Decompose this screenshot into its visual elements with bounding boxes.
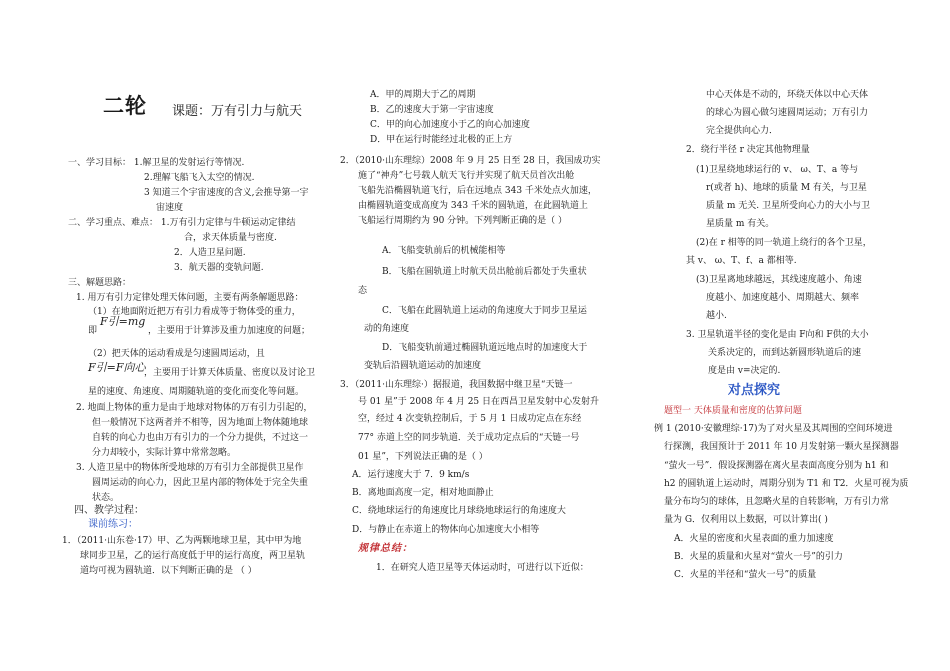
pre-class-exercise-heading: 课前练习： [88,519,138,530]
q2-option-b-cont: 态 [358,286,368,296]
learning-goal-3: 3 知道三个宇宙速度的含义,会推导第一宇 [144,188,309,198]
rule-2: 2．绕行半径 r 决定其他物理量 [686,145,810,155]
solution-idea-1a: （1）在地面附近把万有引力看成等于物体受的重力， [88,307,301,317]
solution-idea-3: 3. 人造卫星中的物体所受地球的万有引力全部提供卫星作 [76,463,304,473]
learning-goal-3-cont: 宙速度 [156,203,184,213]
problem-type-1: 题型一 天体质量和密度的估算问题 [664,406,802,416]
rule-2-3: (3)卫星离地球越远，其线速度越小、角速 [696,275,862,285]
question-1-cont2: 道均可视为圆轨道．以下判断正确的是 （ ） [80,566,257,576]
question-2-cont1: 施了“神舟”七号载人航天飞行并实现了航天员首次出舱 [358,171,575,181]
rule-2-1: (1)卫星绕地球运行的 v、 ω、T、a 等与 [696,165,859,175]
q3-option-b: B．离地面高度一定，相对地面静止 [352,488,494,498]
q3-option-d: D．与静止在赤道上的物体向心加速度大小相等 [352,525,540,535]
q2-option-a: A．飞船变轨前后的机械能相等 [382,246,506,256]
q2-option-b: B．飞船在圆轨道上时航天员出舱前后都处于失重状 [382,267,587,277]
solution-idea-2-cont3: 分力却较小，实际计算中常常忽略。 [92,448,237,458]
rule-1-cont1: 中心天体是不动的，环绕天体以中心天体 [706,90,869,100]
example-1-cont2: “萤火一号”．假设探测器在离火星表面高度分别为 h1 和 [664,461,889,471]
q2-option-c-cont: 动的角速度 [364,324,410,334]
solution-idea-1: 1. 用万有引力定律处理天体问题，主要有两条解题思路： [76,293,304,303]
rule-summary-heading: 规律总结： [358,543,413,554]
example-1-cont3: h2 的圆轨道上运动时，周期分别为 T1 和 T2．火星可视为质 [664,479,909,489]
formula-gravity-equals-centripetal: F引=F向心 [88,361,146,374]
rule-2-1-cont1: r(或者 h)、地球的质量 M 有关，与卫星 [706,183,867,193]
teaching-process-heading: 四、教学过程： [74,505,144,516]
lesson-round-title: 二轮 [103,94,147,118]
solution-idea-1b-cont2: 星的速度、角速度、周期随轨道的变化而变化等问题。 [88,387,305,397]
solution-idea-1a-prefix: 即 [88,326,98,336]
solution-idea-3-cont1: 圆周运动的向心力，因此卫星内部的物体处于完全失重 [92,478,309,488]
q1-option-b: B．乙的速度大于第一宇宙速度 [370,105,494,115]
ex1-option-a: A．火星的密度和火星表面的重力加速度 [674,534,834,544]
q2-option-d: D．飞船变轨前通过椭圆轨道远地点时的加速度大于 [382,343,588,353]
question-3-cont2: 空，经过 4 次变轨控制后，于 5 月 1 日成功定点在东经 [358,414,582,424]
q1-option-d: D．甲在运行时能经过北极的正上方 [370,135,513,145]
lesson-topic-title: 课题：万有引力与航天 [172,104,303,119]
question-3-cont1: 号 01 星”于 2008 年 4 月 25 日在西昌卫星发射中心发射升 [358,397,600,407]
learning-goal-1: 一、学习目标： 1.解卫星的发射运行等情况. [68,158,245,168]
rule-1-cont3: 完全提供向心力． [706,126,779,136]
solution-idea-1b: （2）把天体的运动看成是匀速圆周运动，且 [88,349,265,359]
q2-option-c: C．飞船在此圆轨道上运动的角速度大于同步卫星运 [382,306,587,316]
q3-option-a: A．运行速度大于 7．9 km/s [352,470,470,480]
question-2-cont4: 飞船运行周期约为 90 分钟。下列判断正确的是（ ） [358,216,568,226]
rule-2-1-cont3: 星质量 m 有关。 [706,219,775,229]
key-point-3: 3．航天器的变轨问题. [174,263,264,273]
q1-option-a: A．甲的周期大于乙的周期 [370,90,476,100]
rule-2-2: (2)在 r 相等的同一轨道上绕行的各个卫星， [696,238,872,248]
formula-gravity-equals-weight: F引=mg [100,315,146,328]
solution-idea-2: 2. 地面上物体的重力是由于地球对物体的万有引力引起的， [76,403,313,413]
solution-idea-2-cont2: 自转的向心力也由万有引力的一个分力提供，不过这一 [92,433,309,443]
key-point-1: 二、学习重点、难点： 1.万有引力定律与牛顿运动定律结 [68,218,296,228]
key-point-1-cont: 合，求天体质量与密度. [184,233,277,243]
solution-idea-1a-cont: ，主要用于计算涉及重力加速度的问题； [148,326,311,336]
example-1-cont1: 行探测，我国预计于 2011 年 10 月发射第一颗火星探测器 [664,442,899,452]
ex1-option-c: C．火星的半径和“萤火一号”的质量 [674,570,817,580]
rule-3-cont1: 关系决定的，而到达新圆形轨道后的速 [708,348,862,358]
solution-idea-2-cont1: 但一般情况下这两者并不相等，因为地面上物体随地球 [92,418,309,428]
rule-1-cont2: 的球心为圆心做匀速圆周运动；万有引力 [706,108,869,118]
example-1-cont4: 量分布均匀的球体，且忽略火星的自转影响，万有引力常 [664,497,890,507]
question-2-cont3: 由椭圆轨道变成高度为 343 千米的圆轨道，在此圆轨道上 [358,201,588,211]
rule-2-3-cont1: 度越小、加速度越小、周期越大、频率 [706,293,860,303]
section-heading-practice: 对点探究 [728,383,781,398]
question-2: 2．（2010·山东理综）2008 年 9 月 25 日至 28 日，我国成功实 [340,156,601,166]
solution-ideas-heading: 三、解题思路： [68,278,132,288]
example-1-cont5: 量为 G．仅利用以上数据，可以计算出( ) [664,515,828,525]
q2-option-d-cont: 变轨后沿圆轨道运动的加速度 [364,361,482,371]
rule-2-2-cont: 其 v、 ω、T、f、a 都相等. [686,256,797,266]
question-2-cont2: 飞船先沿椭圆轨道飞行，后在远地点 343 千米处点火加速， [358,186,597,196]
rule-2-3-cont2: 越小. [706,311,727,321]
q1-option-c: C．甲的向心加速度小于乙的向心加速度 [370,120,530,130]
question-3: 3．（2011·山东理综·）据报道，我国数据中继卫星“天链一 [340,380,573,390]
question-3-cont3: 77° 赤道上空的同步轨道．关于成功定点后的“天链一号 [358,433,580,443]
example-1: 例 1 (2010·安徽理综·17)为了对火星及其周围的空间环境进 [654,424,893,434]
key-point-2: 2．人造卫星问题. [174,248,246,258]
learning-goal-2: 2.理解飞船飞入太空的情况. [144,173,255,183]
solution-idea-3-cont2: 状态。 [92,493,120,503]
question-1: 1．（2011·山东卷·17）甲、乙为两颗地球卫星，其中甲为地 [62,536,302,546]
question-3-cont4: 01 星”，下列说法正确的是（ ） [358,452,488,462]
rule-summary-1: 1．在研究人造卫星等天体运动时，可进行以下近似： [376,563,589,573]
question-1-cont1: 球同步卫星，乙的运行高度低于甲的运行高度，两卫星轨 [80,551,306,561]
ex1-option-b: B．火星的质量和火星对“萤火一号”的引力 [674,552,843,562]
rule-3: 3. 卫星轨道半径的变化是由 F向和 F供的大小 [686,330,869,340]
rule-3-cont2: 度是由 v=决定的. [708,366,781,376]
solution-idea-1b-cont: ，主要用于计算天体质量、密度以及讨论卫 [144,368,316,378]
q3-option-c: C．绕地球运行的角速度比月球绕地球运行的角速度大 [352,506,566,516]
rule-2-1-cont2: 质量 m 无关. 卫星所受向心力的大小与卫 [706,201,870,211]
